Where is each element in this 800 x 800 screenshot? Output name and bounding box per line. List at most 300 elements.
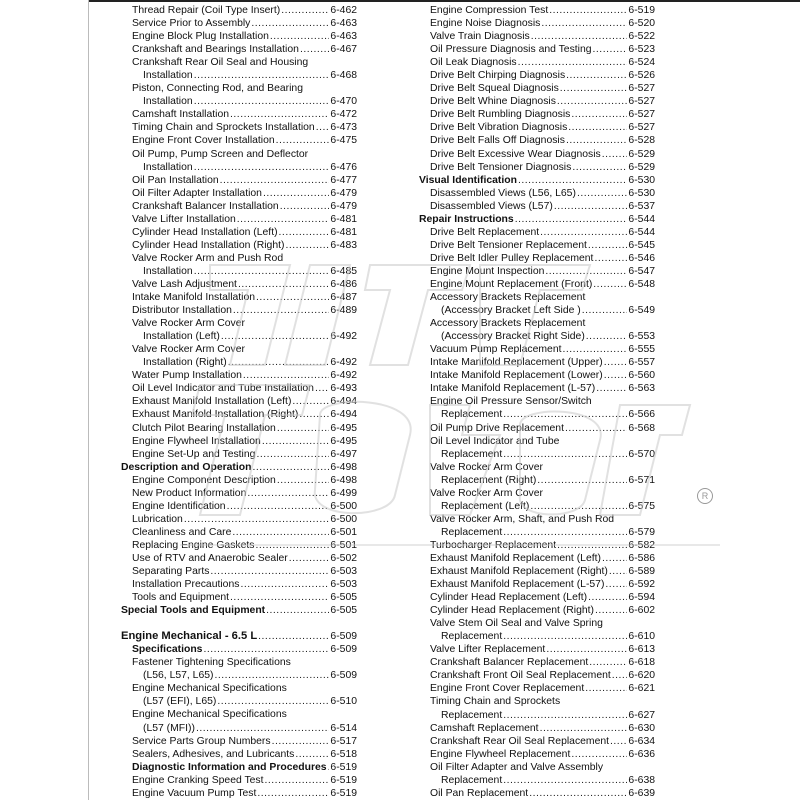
toc-page-number: 6-636 — [628, 748, 655, 760]
toc-dot-leader — [546, 643, 627, 656]
toc-page-number: 6-545 — [628, 239, 655, 251]
toc-entry — [121, 317, 357, 330]
toc-entry-title: (Accessory Bracket Left Side ) — [441, 305, 581, 317]
toc-page-number: 6-519 — [628, 5, 655, 16]
toc-entry-title: Accessory Brackets Replacement — [430, 292, 586, 304]
toc-dot-leader — [194, 69, 330, 82]
toc-entry — [121, 4, 357, 17]
toc-dot-leader — [605, 578, 627, 591]
toc-page-number: 6-620 — [628, 670, 655, 682]
toc-entry — [419, 369, 655, 382]
toc-entry-title: Oil Pump, Pump Screen and Deflector — [132, 148, 309, 160]
toc-entry — [121, 695, 357, 708]
toc-dot-leader — [515, 213, 628, 226]
toc-entry-title: Valve Rocker Arm Cover — [132, 344, 245, 356]
toc-entry-title: Piston, Connecting Rod, and Bearing — [132, 83, 303, 95]
toc-dot-leader — [276, 134, 330, 147]
toc-entry-title: Valve Lifter Installation — [132, 213, 236, 225]
toc-entry — [419, 461, 655, 474]
toc-entry-title: Exhaust Manifold Replacement (Left) — [430, 552, 601, 564]
toc-dot-leader — [295, 748, 329, 761]
toc-dot-leader — [572, 161, 627, 174]
toc-dot-leader — [262, 435, 330, 448]
toc-page-number: 6-502 — [330, 552, 357, 564]
toc-entry-title: Intake Manifold Replacement (L-57) — [430, 383, 596, 395]
toc-page-number: 6-495 — [330, 422, 357, 434]
toc-entry-title: Engine Flywheel Replacement — [430, 748, 571, 760]
toc-entry-title: Crankshaft Balancer Replacement — [430, 657, 589, 669]
toc-entry-title: Special Tools and Equipment — [121, 605, 266, 617]
toc-entry-title: Replacement — [441, 774, 503, 786]
toc-dot-leader — [582, 304, 628, 317]
toc-entry — [121, 148, 357, 161]
toc-entry-title: Replacement — [441, 709, 503, 721]
toc-page-number: 6-639 — [628, 787, 655, 799]
toc-entry-title: Replacement (Left) — [441, 500, 530, 512]
toc-page-number: 6-546 — [628, 252, 655, 264]
toc-page-number: 6-481 — [330, 213, 357, 225]
toc-entry-title: Installation — [143, 161, 193, 173]
toc-entry-title: Exhaust Manifold Replacement (L-57) — [430, 579, 605, 591]
toc-entry-title: Drive Belt Replacement — [430, 226, 540, 238]
toc-page-number: 6-568 — [628, 422, 655, 434]
toc-dot-leader — [220, 174, 330, 187]
toc-page-number: 6-467 — [330, 44, 357, 56]
toc-entry-title: Lubrication — [132, 513, 183, 525]
toc-entry-title: Engine Mechanical Specifications — [132, 683, 287, 695]
toc-entry — [419, 161, 655, 174]
toc-entry-title: Engine Mechanical - 6.5 L — [121, 630, 258, 643]
toc-entry-title: Installation — [143, 265, 193, 277]
toc-dot-leader — [563, 343, 628, 356]
toc-entry-title: Replacement (Right) — [441, 474, 537, 486]
toc-dot-leader — [557, 539, 627, 552]
toc-dot-leader — [256, 291, 329, 304]
toc-entry — [419, 748, 655, 761]
toc-entry-title: Drive Belt Whine Diagnosis — [430, 96, 556, 108]
toc-entry — [121, 474, 357, 487]
toc-page-number: 6-523 — [628, 44, 655, 56]
toc-entry-title: Accessory Brackets Replacement — [430, 318, 586, 330]
registered-trademark-icon: R — [697, 488, 713, 504]
toc-page-number: 6-503 — [330, 566, 357, 578]
toc-dot-leader — [328, 761, 330, 774]
toc-page-number: 6-495 — [330, 435, 357, 447]
toc-entry — [121, 395, 357, 408]
toc-entry-title: Replacement — [441, 448, 503, 460]
toc-major-heading — [121, 630, 357, 643]
toc-entry-title: Oil Filter Adapter Installation — [132, 187, 262, 199]
toc-page-number: 6-505 — [330, 592, 357, 604]
toc-entry — [121, 108, 357, 121]
toc-entry-title: Cylinder Head Installation (Left) — [132, 226, 278, 238]
toc-entry — [121, 252, 357, 265]
toc-dot-leader — [604, 369, 628, 382]
toc-entry — [419, 356, 655, 369]
toc-page-number: 6-527 — [628, 109, 655, 121]
toc-entry — [121, 134, 357, 147]
toc-dot-leader — [292, 395, 329, 408]
toc-page-number: 6-509 — [330, 670, 357, 682]
toc-entry — [419, 56, 655, 69]
toc-entry — [419, 643, 655, 656]
toc-dot-leader — [258, 630, 329, 643]
toc-dot-leader — [557, 95, 628, 108]
toc-entry — [419, 500, 655, 513]
toc-dot-leader — [571, 748, 627, 761]
toc-page-number: 6-509 — [330, 631, 357, 643]
toc-page-number: 6-634 — [628, 735, 655, 747]
toc-entry-title: Crankshaft and Bearings Installation — [132, 44, 299, 56]
toc-page-number: 6-509 — [330, 644, 357, 656]
toc-entry-title: Specifications — [132, 644, 203, 656]
toc-entry-title: Visual Identification — [419, 174, 517, 186]
toc-dot-leader — [571, 108, 627, 121]
toc-dot-leader — [184, 513, 330, 526]
toc-entry — [121, 369, 357, 382]
toc-entry — [419, 552, 655, 565]
toc-page-number: 6-638 — [628, 774, 655, 786]
toc-entry — [121, 500, 357, 513]
toc-page-number: 6-544 — [628, 213, 655, 225]
toc-entry-title: Diagnostic Information and Procedures — [132, 761, 327, 773]
toc-page-number: 6-610 — [628, 631, 655, 643]
toc-entry-title: Drive Belt Falls Off Diagnosis — [430, 135, 565, 147]
toc-dot-leader — [602, 552, 627, 565]
toc-page-number: 6-486 — [330, 278, 357, 290]
toc-page-number: 6-527 — [628, 83, 655, 95]
toc-entry-title: Oil Pan Installation — [132, 174, 219, 186]
toc-page-number: 6-497 — [330, 448, 357, 460]
toc-entry — [419, 304, 655, 317]
toc-dot-leader — [230, 591, 329, 604]
toc-page-number: 6-627 — [628, 709, 655, 721]
toc-entry — [419, 148, 655, 161]
toc-entry — [121, 552, 357, 565]
toc-entry-title: Valve Rocker Arm Cover — [132, 318, 245, 330]
toc-entry-title: Oil Pressure Diagnosis and Testing — [430, 44, 592, 56]
toc-entry — [419, 735, 655, 748]
toc-page-number: 6-527 — [628, 122, 655, 134]
toc-dot-leader — [256, 448, 329, 461]
toc-dot-leader — [518, 174, 627, 187]
toc-dot-leader — [596, 382, 627, 395]
toc-page-number: 6-472 — [330, 109, 357, 121]
toc-dot-leader — [566, 134, 627, 147]
toc-dot-leader — [194, 265, 330, 278]
toc-entry — [121, 30, 357, 43]
toc-entry-title: Engine Front Cover Replacement — [430, 683, 585, 695]
toc-entry-title: Crankshaft Rear Oil Seal and Housing — [132, 57, 309, 69]
toc-entry-title: Oil Level Indicator and Tube — [430, 435, 560, 447]
toc-entry-title: Water Pump Installation — [132, 370, 242, 382]
toc-page-number: 6-563 — [628, 383, 655, 395]
toc-entry-title: Clutch Pilot Bearing Installation — [132, 422, 276, 434]
toc-entry-title: Installation — [143, 70, 193, 82]
toc-entry — [419, 317, 655, 330]
toc-dot-leader — [233, 304, 330, 317]
toc-entry — [121, 95, 357, 108]
toc-entry — [121, 422, 357, 435]
toc-entry-title: Thread Repair (Coil Type Insert) — [132, 5, 281, 16]
toc-entry — [419, 774, 655, 787]
toc-dot-leader — [503, 408, 627, 421]
toc-entry — [121, 278, 357, 291]
toc-entry — [419, 30, 655, 43]
toc-page-number: 6-557 — [628, 357, 655, 369]
toc-entry — [419, 604, 655, 617]
toc-page-number: 6-613 — [628, 644, 655, 656]
toc-dot-leader — [228, 356, 330, 369]
toc-entry — [419, 722, 655, 735]
toc-entry-title: Oil Leak Diagnosis — [430, 57, 517, 69]
toc-entry — [121, 748, 357, 761]
toc-page-number: 6-537 — [628, 200, 655, 212]
toc-entry-title: Drive Belt Rumbling Diagnosis — [430, 109, 571, 121]
toc-dot-leader — [541, 17, 627, 30]
toc-dot-leader — [285, 239, 329, 252]
toc-dot-leader — [503, 448, 627, 461]
toc-dot-leader — [531, 30, 628, 43]
toc-entry — [121, 356, 357, 369]
toc-entry-title: Oil Level Indicator and Tube Installation — [132, 383, 314, 395]
toc-dot-leader — [577, 187, 627, 200]
toc-dot-leader — [315, 382, 329, 395]
toc-entry-title: Engine Oil Pressure Sensor/Switch — [430, 396, 592, 408]
toc-entry — [121, 539, 357, 552]
toc-dot-leader — [503, 526, 627, 539]
toc-entry-title: Installation (Right) — [143, 357, 227, 369]
toc-dot-leader — [316, 121, 330, 134]
toc-page-number: 6-544 — [628, 226, 655, 238]
toc-page-number: 6-522 — [628, 31, 655, 43]
toc-dot-leader — [568, 121, 627, 134]
toc-entry-title: Service Parts Group Numbers — [132, 735, 271, 747]
toc-dot-leader — [252, 461, 329, 474]
toc-dot-leader — [281, 4, 329, 17]
toc-page-number: 6-463 — [330, 31, 357, 43]
toc-entry-title: Cleanliness and Care — [132, 526, 232, 538]
toc-entry — [419, 382, 655, 395]
toc-entry-title: Exhaust Manifold Installation (Right) — [132, 409, 299, 421]
toc-dot-leader — [537, 474, 627, 487]
toc-entry-title: Intake Manifold Replacement (Lower) — [430, 370, 603, 382]
toc-dot-leader — [549, 4, 627, 17]
toc-dot-leader — [232, 526, 329, 539]
toc-entry — [419, 565, 655, 578]
toc-dot-leader — [560, 82, 628, 95]
toc-page-number: 6-492 — [330, 331, 357, 343]
toc-entry-title: Engine Cranking Speed Test — [132, 774, 264, 786]
toc-page-number: 6-470 — [330, 96, 357, 108]
toc-entry — [121, 448, 357, 461]
toc-page-number: 6-519 — [330, 774, 357, 786]
toc-dot-leader — [300, 43, 329, 56]
toc-section-heading — [121, 643, 357, 656]
toc-entry-title: Description and Operation — [121, 461, 252, 473]
toc-page-number: 6-621 — [628, 683, 655, 695]
toc-entry — [419, 121, 655, 134]
toc-page-number: 6-475 — [330, 135, 357, 147]
toc-page-number: 6-519 — [330, 787, 357, 799]
toc-entry-title: Replacement — [441, 631, 503, 643]
toc-page-number: 6-479 — [330, 187, 357, 199]
toc-page-number: 6-501 — [330, 539, 357, 551]
toc-entry — [121, 669, 357, 682]
toc-dot-leader — [266, 604, 329, 617]
toc-entry-title: Timing Chain and Sprockets Installation — [132, 122, 315, 134]
toc-dot-leader — [279, 226, 330, 239]
toc-entry-title: Exhaust Manifold Replacement (Right) — [430, 566, 608, 578]
toc-page-number: 6-505 — [330, 605, 357, 617]
toc-entry — [121, 187, 357, 200]
toc-entry-title: Engine Set-Up and Testing — [132, 448, 256, 460]
toc-entry-title: Replacement — [441, 526, 503, 538]
toc-entry-title: Engine Component Description — [132, 474, 276, 486]
toc-entry-title: Fastener Tightening Specifications — [132, 657, 291, 669]
toc-dot-leader — [530, 500, 627, 513]
toc-dot-leader — [272, 735, 330, 748]
toc-entry — [419, 669, 655, 682]
toc-page-number: 6-481 — [330, 226, 357, 238]
toc-page-number: 6-501 — [330, 526, 357, 538]
toc-entry-title: Cylinder Head Replacement (Left) — [430, 592, 588, 604]
toc-page-number: 6-498 — [330, 474, 357, 486]
toc-dot-leader — [602, 148, 628, 161]
toc-entry — [419, 187, 655, 200]
toc-page-number: 6-479 — [330, 200, 357, 212]
toc-dot-leader — [255, 539, 329, 552]
toc-entry — [419, 487, 655, 500]
toc-page-number: 6-485 — [330, 265, 357, 277]
toc-entry — [121, 682, 357, 695]
toc-entry — [121, 435, 357, 448]
toc-page-number: 6-477 — [330, 174, 357, 186]
toc-entry-title: Service Prior to Assembly — [132, 18, 251, 30]
toc-entry — [419, 591, 655, 604]
toc-entry — [419, 395, 655, 408]
toc-dot-leader — [503, 774, 627, 787]
toc-entry-title: Drive Belt Chirping Diagnosis — [430, 70, 566, 82]
toc-page-number: 6-586 — [628, 552, 655, 564]
toc-page-number: 6-575 — [628, 500, 655, 512]
toc-entry — [121, 17, 357, 30]
toc-dot-leader — [277, 422, 330, 435]
toc-entry — [419, 43, 655, 56]
toc-page-number: 6-500 — [330, 500, 357, 512]
toc-page-number: 6-499 — [330, 487, 357, 499]
toc-dot-leader — [194, 161, 330, 174]
toc-entry-title: Disassembled Views (L57) — [430, 200, 553, 212]
toc-entry — [121, 56, 357, 69]
toc-entry-title: Installation Precautions — [132, 579, 240, 591]
toc-entry-title: Exhaust Manifold Installation (Left) — [132, 396, 292, 408]
toc-entry — [419, 265, 655, 278]
toc-entry — [419, 291, 655, 304]
toc-entry — [121, 291, 357, 304]
toc-section-heading — [419, 213, 655, 226]
toc-entry — [121, 69, 357, 82]
toc-page-number: 6-519 — [330, 761, 357, 773]
toc-entry-title: Valve Stem Oil Seal and Valve Spring — [430, 618, 603, 630]
toc-entry-title: Drive Belt Squeal Diagnosis — [430, 83, 559, 95]
toc-entry-title: (L57 (EFI), L65) — [143, 696, 217, 708]
toc-entry-title: Valve Lash Adjustment — [132, 278, 237, 290]
toc-dot-leader — [240, 578, 329, 591]
toc-page-number: 6-514 — [330, 722, 357, 734]
toc-page-number: 6-566 — [628, 409, 655, 421]
toc-page-number: 6-527 — [628, 96, 655, 108]
toc-entry — [419, 17, 655, 30]
toc-entry-title: Drive Belt Tensioner Diagnosis — [430, 161, 572, 173]
toc-dot-leader — [503, 630, 627, 643]
section-spacer — [121, 617, 357, 630]
toc-dot-leader — [270, 30, 330, 43]
toc-dot-leader — [589, 656, 627, 669]
toc-dot-leader — [503, 709, 627, 722]
toc-entry — [121, 565, 357, 578]
toc-entry-title: Drive Belt Idler Pulley Replacement — [430, 252, 594, 264]
toc-dot-leader — [595, 604, 627, 617]
toc-entry — [419, 682, 655, 695]
toc-page-number: 6-555 — [628, 344, 655, 356]
toc-entry — [121, 239, 357, 252]
toc-dot-leader — [540, 722, 628, 735]
toc-entry-title: New Product Information — [132, 487, 247, 499]
toc-page-number: 6-489 — [330, 305, 357, 317]
toc-page-number: 6-560 — [628, 370, 655, 382]
toc-entry-title: Tools and Equipment — [132, 592, 230, 604]
toc-dot-leader — [566, 69, 627, 82]
toc-entry-title: Intake Manifold Installation — [132, 292, 256, 304]
toc-entry-title: Sealers, Adhesives, and Lubricants — [132, 748, 295, 760]
toc-entry-title: Cylinder Head Installation (Right) — [132, 239, 285, 251]
toc-entry-title: Valve Rocker Arm and Push Rod — [132, 252, 284, 264]
toc-entry — [121, 213, 357, 226]
toc-page-number: 6-618 — [628, 657, 655, 669]
toc-entry — [419, 526, 655, 539]
toc-entry-title: Engine Front Cover Installation — [132, 135, 275, 147]
toc-dot-leader — [247, 487, 329, 500]
toc-entry — [419, 134, 655, 147]
toc-entry — [121, 526, 357, 539]
toc-page-number: 6-553 — [628, 331, 655, 343]
toc-dot-leader — [594, 252, 627, 265]
toc-section-heading — [121, 604, 357, 617]
toc-entry-title: Drive Belt Tensioner Replacement — [430, 239, 587, 251]
toc-page-number: 6-500 — [330, 513, 357, 525]
toc-entry — [419, 422, 655, 435]
toc-dot-leader — [280, 200, 330, 213]
toc-entry-title: Engine Compression Test — [430, 5, 549, 16]
toc-dot-leader — [214, 669, 329, 682]
toc-entry — [419, 539, 655, 552]
toc-entry — [419, 709, 655, 722]
toc-entry — [419, 695, 655, 708]
toc-entry-title: Valve Rocker Arm Cover — [430, 487, 543, 499]
toc-page-number: 6-592 — [628, 579, 655, 591]
toc-section-heading — [121, 761, 357, 774]
toc-entry — [121, 226, 357, 239]
toc-entry — [419, 95, 655, 108]
toc-page-number: 6-630 — [628, 722, 655, 734]
toc-entry-title: Distributor Installation — [132, 305, 232, 317]
toc-page-number: 6-520 — [628, 18, 655, 30]
toc-entry — [121, 774, 357, 787]
toc-entry-title: Turbocharger Replacement — [430, 539, 557, 551]
toc-dot-leader — [277, 474, 330, 487]
toc-entry-title: Engine Block Plug Installation — [132, 31, 269, 43]
